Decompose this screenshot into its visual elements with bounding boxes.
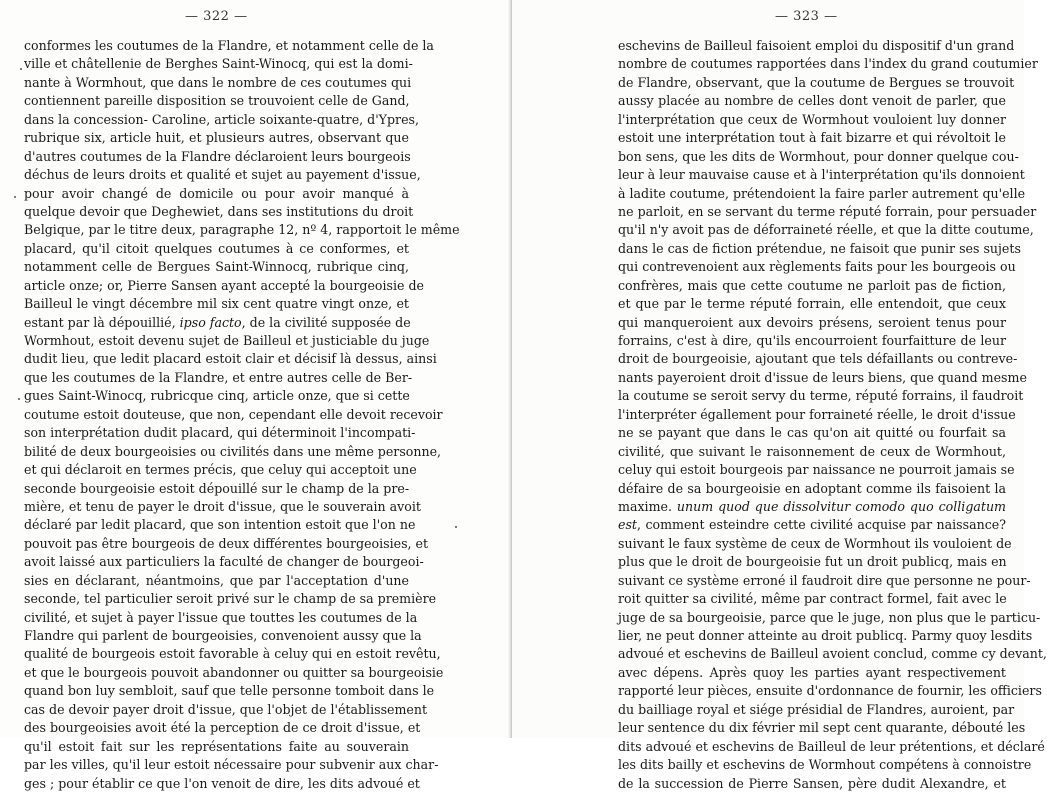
text-line: contiennent pareille disposition se trouvoient celle de Gand, (24, 93, 410, 109)
text-line: leur sentence du dix février mil sept cent quarante, débouté les (618, 720, 1026, 736)
text-line: dans la concession- Caroline, article soixante-quatre, d'Ypres, (24, 111, 419, 127)
text-line: gues Saint-Winocq, rubricque cinq, article onze, que si cette (24, 388, 410, 404)
text-line: eschevins de Bailleul faisoient emploi du dispositif d'un grand (618, 38, 1015, 53)
text-line: qui manqueroient aux devoirs présens, seroient tenus pour (618, 314, 1006, 330)
right-page-text (618, 37, 1047, 793)
text-line: déclaré par ledit placard, que son intention estoit que l'on ne (24, 517, 416, 533)
text-line: civilité, et sujet à payer l'issue que touttes les coutumes de la (24, 609, 418, 625)
text-line: estoit une interprétation tout à fait bizarre et qui révoltoit le (618, 130, 1006, 146)
text-line: des bourgeoisies avoit été la perception de ce droit d'issue, et (24, 720, 421, 736)
text-line: quand bon luy sembloit, sauf que telle personne tomboit dans le (24, 683, 435, 699)
text-line: seconde bourgeoisie estoit dépouillé sur le champ de la pre- (24, 480, 410, 496)
text-line: de la succession de Pierre Sansen, père dudit Alexandre, et (618, 775, 1006, 791)
text-line: civilité, que suivant le raisonnement de ceux de Wormhout, (618, 443, 1006, 459)
text-line: qu'il n'y avoit pas de déforraineté réelle, et que la ditte coutume, (618, 222, 1034, 238)
text-line: est, comment esteindre cette civilité acquise par naissance? (618, 517, 1006, 533)
text-line: placard, qu'il citoit quelques coutumes à ce conformes, et (24, 240, 409, 256)
text-line: avec dépens. Après quoy les parties ayant respectivement (618, 664, 1006, 680)
text-line: bon sens, que les dits de Wormhout, pour donner quelque cou- (618, 148, 1019, 164)
text-line: plus que le droit de bourgeoisie fut un droit publicq, mais en (618, 554, 1007, 570)
text-line: mière, et tenu de payer le droit d'issue, que le souverain avoit (24, 498, 421, 514)
text-line: article onze; or, Pierre Sansen ayant accepté la bourgeoisie de (24, 277, 424, 293)
text-line: dudit lieu, que ledit placard estoit clair et décisif là dessus, ainsi (24, 351, 437, 367)
text-line: rapporté leur pièces, ensuite d'ordonnance de fournir, les officiers (618, 683, 1042, 699)
text-line: roit quitter sa civilité, même par contract formel, fait avec le (618, 591, 1007, 607)
left-page-text (24, 37, 460, 793)
text-line: avoit laissé aux particuliers la faculté de changer de bourgeoi- (24, 554, 424, 570)
text-line: Wormhout, estoit devenu sujet de Bailleul et justiciable du juge (24, 333, 430, 348)
text-line: et que le bourgeois pouvoit abandonner ou quitter sa bourgeoisie (24, 664, 444, 680)
text-line: défaire de sa bourgeoisie en adoptant comme ils faisoient la (618, 480, 1006, 496)
text-line: l'interprétation que ceux de Wormhout vouloient luy donner (618, 111, 1006, 127)
text-line: ne se payant que dans le cas qu'on ait quitté ou fourfait sa (618, 425, 1006, 441)
text-line: forrains, c'est à dire, qu'ils encourroient fourfaitture de leur (618, 333, 1006, 348)
text-line: advoué et eschevins de Bailleul avoient conclud, comme cy devant, (618, 646, 1047, 662)
text-line: coutume estoit douteuse, que non, cependant elle devoit recevoir (24, 406, 443, 422)
text-line: rubrique six, article huit, et plusieurs autres, observant que (24, 130, 409, 146)
text-line: qui contrevenoient aux règlements faits pour les bourgeois ou (618, 259, 1016, 275)
right-page-number: — 323 — (775, 9, 838, 24)
text-line: son interprétation dudit placard, qui déterminoit l'incompati- (24, 425, 416, 441)
text-line: Bailleul le vingt décembre mil six cent quatre vingt onze, et (24, 296, 409, 312)
ink-speck (455, 526, 457, 528)
text-line: dans le cas de fiction prétendue, ne faisoit que punir ses sujets (618, 240, 1021, 256)
text-line: qu'il estoit fait sur les représentations faite au souverain (24, 738, 409, 754)
text-line: juge de sa bourgeoisie, parce que le juge, non plus que le particu- (618, 609, 1041, 625)
text-line: pour avoir changé de domicile ou pour avoir manqué à (24, 185, 409, 201)
text-line: droit de bourgeoisie, ajoutant que tels défaillants ou contreve- (618, 351, 1018, 367)
text-line: déchus de leurs droits et qualité et sujet au payement d'issue, (24, 167, 421, 183)
ink-speck (18, 398, 20, 400)
text-line: l'interpréter égallement pour forraineté réelle, le droit d'issue (618, 406, 1016, 422)
left-page (0, 0, 512, 791)
text-line: conformes les coutumes de la Flandre, et notamment celle de la (24, 38, 434, 53)
text-line: confrères, mais que cette coutume ne parloit pas de fiction, (618, 277, 1006, 293)
text-line: la coutume se seroit servy du terme, réputé forrains, il faudroit (618, 388, 1024, 404)
text-line: bilité de deux bourgeoisies ou civilités dans une même personne, (24, 443, 442, 459)
text-line: aussy placée au nombre de celles dont venoit de parler, que (618, 93, 1006, 109)
text-line: par les villes, qu'il leur estoit nécessaire pour subvenir aux char- (24, 757, 439, 773)
text-line: suivant le faux système de ceux de Wormhout ils vouloient de (618, 535, 1012, 551)
text-line: ville et châtellenie de Berghes Saint-Winocq, qui est la domi- (24, 56, 413, 72)
text-line: de Flandre, observant, que la coutume de Bergues se trouvoit (618, 74, 1015, 90)
text-line: ges ; pour établir ce que l'on venoit de dire, les dits advoué et (24, 775, 420, 791)
text-line: que les coutumes de la Flandre, et entre autres celle de Ber- (24, 369, 413, 385)
text-line: notamment celle de Bergues Saint-Winnocq, rubrique cinq, (24, 259, 409, 275)
text-line: et qui déclaroit en termes précis, que celuy qui acceptoit une (24, 462, 417, 478)
text-line: leur à leur mauvaise cause et à l'interprétation qu'ils donnoient (618, 167, 1025, 183)
text-line: sies en déclarant, néantmoins, que par l'acceptation d'une (24, 572, 409, 588)
text-line: Flandre qui parlent de bourgeoisies, convenoient aussy que la (24, 628, 422, 643)
text-line: les dits bailly et eschevins de Wormhout compétens à connoistre (618, 757, 1032, 773)
text-line: et que par le terme réputé forrain, elle entendoit, que ceux (618, 296, 1006, 312)
text-line: seconde, tel particulier seroit privé sur le champ de sa première (24, 591, 437, 607)
text-line: cas de devoir payer droit d'issue, que l'objet de l'établissement (24, 701, 428, 717)
text-line: celuy qui estoit bourgeois par naissance ne pourroit jamais se (618, 462, 1015, 478)
text-line: lier, ne peut donner atteinte au droit publicq. Parmy quoy lesdits (618, 628, 1033, 643)
text-line: estant par là dépouillié, ipso facto, de la civilité supposée de (24, 314, 411, 330)
text-line: ne parloit, en se servant du terme réputé forrain, pour persuader (618, 203, 1037, 219)
text-line: nante à Wormhout, que dans le nombre de ces coutumes qui (24, 74, 412, 90)
text-line: nombre de coutumes rapportées dans l'index du grand coutumier (618, 56, 1038, 72)
text-line: suivant ce système erroné il faudroit dire que personne ne pour- (618, 572, 1031, 588)
text-line: pouvoit pas être bourgeois de deux différentes bourgeoisies, et (24, 535, 429, 551)
text-line: du bailliage royal et siége présidial de Flandres, auroient, par (618, 701, 1015, 717)
left-page-number: — 322 — (185, 9, 248, 24)
text-line: maxime. unum quod que dissolvitur comodo quo colligatum (618, 498, 1006, 514)
text-line: qualité de bourgeois estoit favorable à celuy qui en estoit revêtu, (24, 646, 441, 662)
ink-speck (20, 68, 22, 70)
text-line: d'autres coutumes de la Flandre déclaroient leurs bourgeois (24, 148, 411, 164)
text-line: nants payeroient droit d'issue de leurs biens, que quand mesme (618, 369, 1027, 385)
text-line: quelque devoir que Deghewiet, dans ses institutions du droit (24, 203, 414, 219)
text-line: Belgique, par le titre deux, paragraphe 12, nº 4, rapportoit le même (24, 222, 460, 238)
text-line: à ladite coutume, prétendoient la faire parler autrement qu'elle (618, 185, 1026, 201)
right-page (512, 0, 1047, 791)
text-line: dits advoué et eschevins de Bailleul de leur prétentions, et déclaré (618, 738, 1045, 754)
ink-speck (14, 196, 16, 198)
